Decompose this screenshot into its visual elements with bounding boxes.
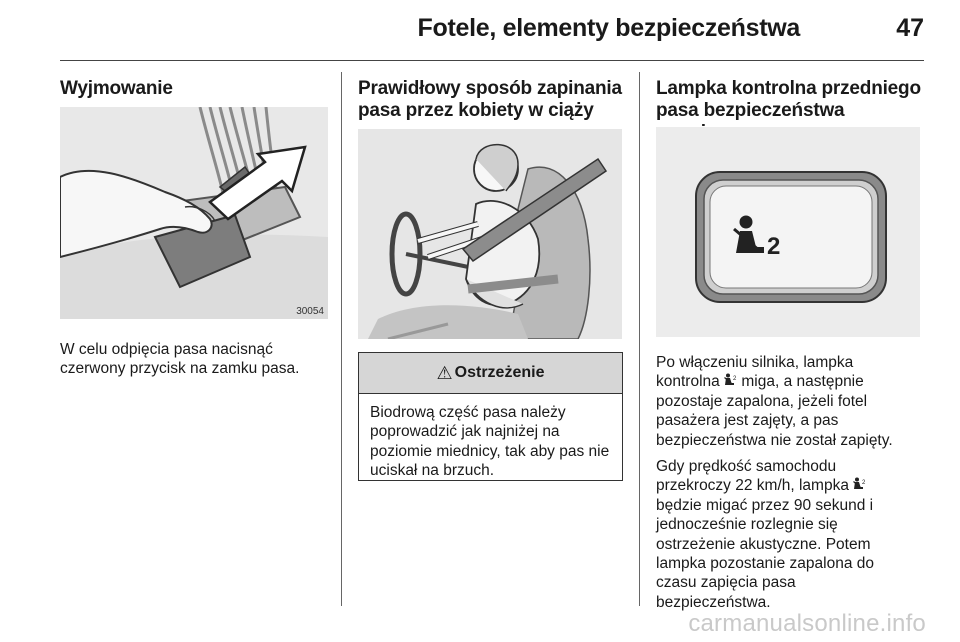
page-number: 47 [896, 14, 924, 42]
warning-header [359, 353, 622, 394]
section-heading-pregnant-belt: Prawidłowy sposób zapinania pasa przez kobiety w ciąży [358, 78, 622, 121]
seatbelt-passenger-icon [724, 373, 737, 387]
column-divider-1 [341, 72, 342, 606]
lamp-illustration [656, 127, 920, 337]
warning-triangle-icon: ⚠ [436, 362, 453, 383]
svg-text:2: 2 [733, 376, 737, 383]
figure-code: 30054 [296, 306, 324, 317]
warning-title: Ostrzeżenie [454, 364, 545, 381]
column-divider-2 [639, 72, 640, 606]
belt-lamp-description [656, 353, 926, 612]
svg-text:2: 2 [862, 480, 866, 487]
release-instruction-text: W celu odpięcia pasa nacisnąć czerwony przycisk na zamku pasa. [60, 341, 300, 378]
seatbelt-passenger-icon [853, 477, 866, 491]
lamp-number-label: 2 [767, 233, 781, 260]
belt-lamp-figure [656, 127, 920, 337]
section-heading-belt-lamp: Lampka kontrolna przedniego pasa bezpieczeństwa [656, 78, 921, 121]
page-header-title: Fotele, elementy bezpieczeństwa [417, 14, 800, 42]
buckle-illustration [60, 107, 328, 319]
watermark[interactable]: carmanualsonline.info [688, 610, 926, 637]
column-1 [60, 78, 330, 100]
pregnant-belt-figure [358, 129, 622, 339]
pregnant-woman-illustration [358, 129, 622, 339]
paragraph-1: Po włączeniu silnika, lampka kontrolna 2 miga, a następnie pozostaje zapalona, jeżeli fotel pasażera jest zajęty, a pas bezpieczeństwa nie został zapięty. [656, 354, 893, 449]
warning-text: Biodrową część pasa należy poprowadzić jak najniżej na poziomie miednicy, tak aby pas nie uciskał na brzuch. [370, 404, 610, 480]
section-heading-removing: Wyjmowanie [60, 78, 173, 99]
buckle-release-figure [60, 107, 328, 319]
column-2 [358, 78, 628, 122]
warning-box [358, 352, 623, 481]
paragraph-2: Gdy prędkość samochodu przekroczy 22 km/h, lampka 2 będzie migać przez 90 sekund i jednocześnie rozlegnie się ostrzeżenie akustyczne. Potem lampka pozostanie zapalona do czasu zapięcia pasa bezpieczeństwa. [656, 458, 875, 611]
header-rule [60, 60, 924, 61]
